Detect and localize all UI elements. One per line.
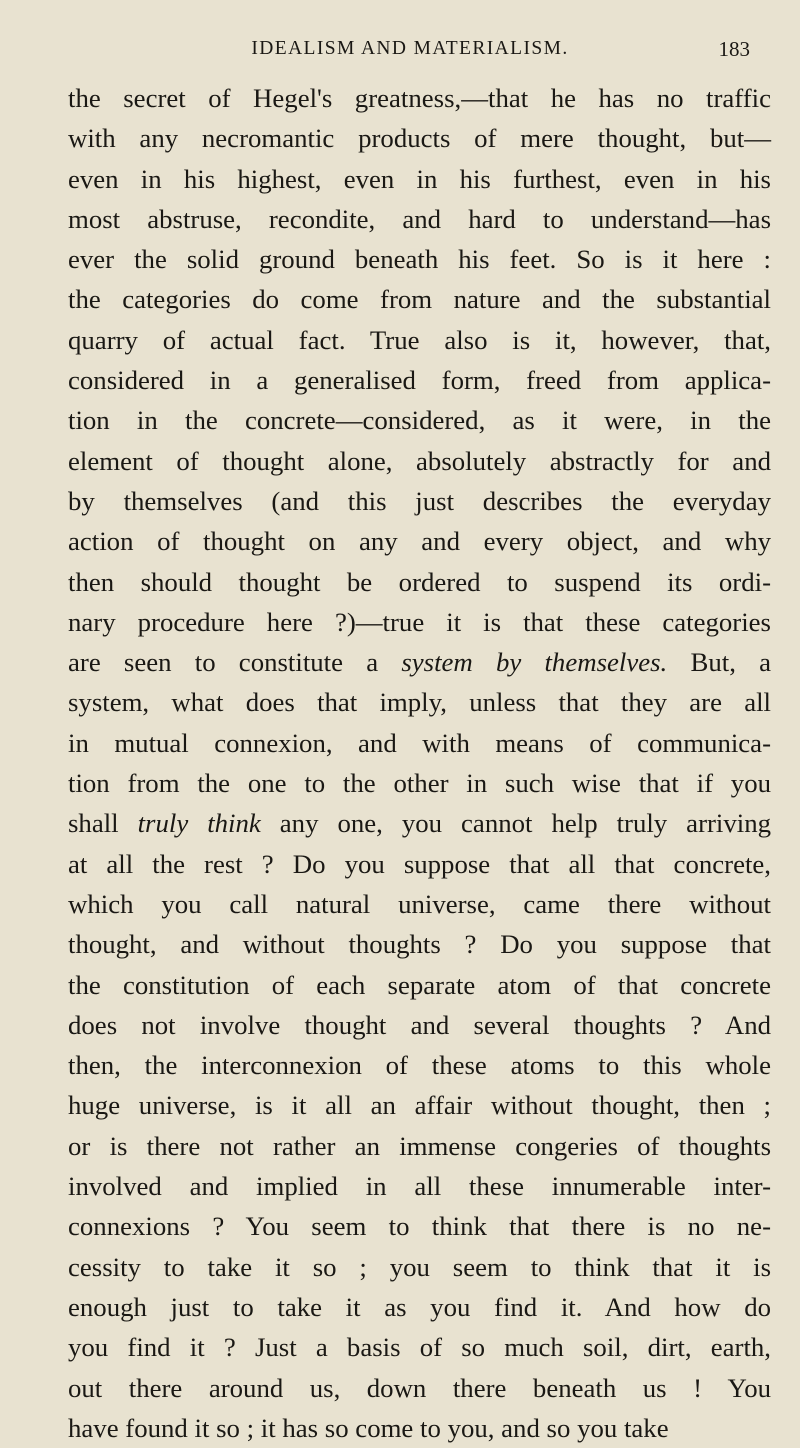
text-segment: considered in a generalised form, freed from applica- bbox=[68, 365, 771, 396]
text-line bbox=[68, 642, 771, 682]
text-line bbox=[68, 562, 771, 602]
text-segment: or is there not rather an immense congeries of thoughts bbox=[68, 1130, 771, 1161]
text-segment: you find it ? Just a basis of so much soil, dirt, earth, bbox=[68, 1332, 771, 1363]
text-line bbox=[68, 481, 771, 521]
text-segment: enough just to take it as you find it. And how do bbox=[68, 1291, 771, 1322]
text-segment: quarry of actual fact. True also is it, however, that, bbox=[68, 324, 771, 355]
text-segment: nary procedure here ?)—true it is that these categories bbox=[68, 606, 771, 637]
text-line bbox=[68, 884, 771, 924]
text-segment: with any necromantic products of mere thought, but— bbox=[68, 123, 771, 154]
text-line bbox=[68, 763, 771, 803]
running-title: IDEALISM AND MATERIALISM. bbox=[251, 38, 569, 59]
text-segment: have found it so ; it has so come to you, and so you take bbox=[68, 1412, 669, 1443]
text-segment: does not involve thought and several thoughts ? And bbox=[68, 1009, 771, 1040]
text-segment: thought, and without thoughts ? Do you suppose that bbox=[68, 929, 771, 960]
text-segment: shall bbox=[68, 808, 138, 839]
text-line bbox=[68, 1126, 771, 1166]
text-segment: even in his highest, even in his furthest, even in his bbox=[68, 163, 771, 194]
text-line bbox=[68, 965, 771, 1005]
text-line bbox=[68, 1085, 771, 1125]
text-line bbox=[68, 803, 771, 843]
text-segment: are seen to constitute a bbox=[68, 647, 402, 678]
text-line bbox=[68, 602, 771, 642]
text-segment: in mutual connexion, and with means of communica- bbox=[68, 727, 771, 758]
italic-text: system by themselves. bbox=[401, 647, 668, 678]
text-segment: then should thought be ordered to suspend its ordi- bbox=[68, 566, 771, 597]
page-number: 183 bbox=[718, 37, 750, 61]
text-line bbox=[68, 1206, 771, 1246]
text-line bbox=[68, 159, 771, 199]
text-line bbox=[68, 279, 771, 319]
body-text bbox=[68, 78, 771, 1448]
text-segment: But, a bbox=[667, 647, 772, 678]
text-segment: element of thought alone, absolutely abstractly for and bbox=[68, 445, 771, 476]
text-segment: most abstruse, recondite, and hard to understand—has bbox=[68, 203, 771, 234]
running-head bbox=[70, 34, 750, 64]
text-line bbox=[68, 400, 771, 440]
text-segment: out there around us, down there beneath us ! You bbox=[68, 1372, 771, 1403]
text-line bbox=[68, 1005, 771, 1045]
text-segment: action of thought on any and every object, and why bbox=[68, 526, 771, 557]
text-line bbox=[68, 723, 771, 763]
text-line bbox=[68, 118, 771, 158]
text-segment: any one, you cannot help truly arriving bbox=[260, 808, 772, 839]
text-line bbox=[68, 924, 771, 964]
text-segment: tion in the concrete—considered, as it were, in the bbox=[68, 405, 771, 436]
text-line bbox=[68, 239, 771, 279]
text-segment: system, what does that imply, unless that they are all bbox=[68, 687, 771, 718]
text-line bbox=[68, 1166, 771, 1206]
italic-text: truly think bbox=[137, 808, 261, 839]
text-line bbox=[68, 1247, 771, 1287]
text-segment: involved and implied in all these innumerable inter- bbox=[68, 1171, 771, 1202]
text-line bbox=[68, 1368, 771, 1408]
text-segment: which you call natural universe, came there without bbox=[68, 888, 771, 919]
text-line bbox=[68, 521, 771, 561]
text-line bbox=[68, 320, 771, 360]
text-line bbox=[68, 1327, 771, 1367]
text-line bbox=[68, 441, 771, 481]
text-line bbox=[68, 199, 771, 239]
text-line bbox=[68, 844, 771, 884]
text-line bbox=[68, 360, 771, 400]
text-segment: then, the interconnexion of these atoms to this whole bbox=[68, 1050, 771, 1081]
text-segment: connexions ? You seem to think that there is no ne- bbox=[68, 1211, 771, 1242]
text-segment: at all the rest ? Do you suppose that all that concrete, bbox=[68, 848, 771, 879]
text-segment: ever the solid ground beneath his feet. So is it here : bbox=[68, 244, 771, 275]
text-segment: tion from the one to the other in such wise that if you bbox=[68, 768, 771, 799]
text-line bbox=[68, 682, 771, 722]
text-segment: the categories do come from nature and the substantial bbox=[68, 284, 771, 315]
text-segment: huge universe, is it all an affair without thought, then ; bbox=[68, 1090, 771, 1121]
text-line bbox=[68, 1287, 771, 1327]
text-line bbox=[68, 78, 771, 118]
text-line bbox=[68, 1045, 771, 1085]
text-segment: the secret of Hegel's greatness,—that he has no traffic bbox=[68, 83, 771, 113]
text-segment: cessity to take it so ; you seem to think that it is bbox=[68, 1251, 771, 1282]
text-segment: the constitution of each separate atom of that concrete bbox=[68, 969, 771, 1000]
text-segment: by themselves (and this just describes the everyday bbox=[68, 485, 771, 516]
